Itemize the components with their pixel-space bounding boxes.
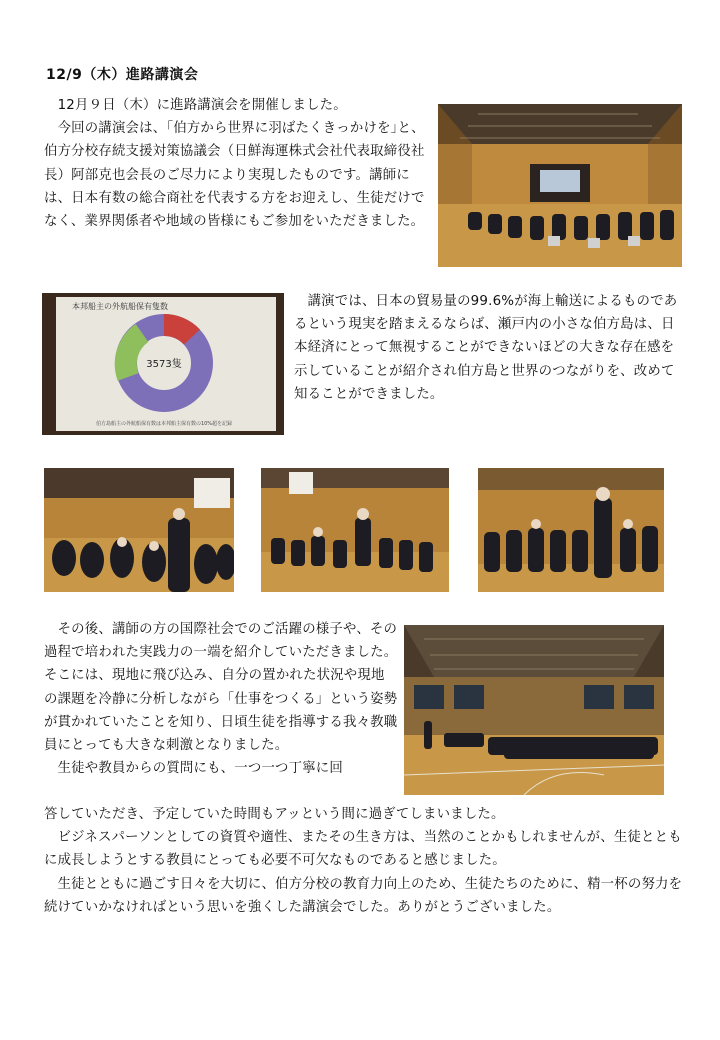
photo-student-question: [44, 468, 234, 592]
photo-students-seated: [261, 468, 449, 592]
intro-paragraph: [44, 94, 430, 233]
question-line-2: 答していただき、予定していた時間もアッという間に過ぎてしまいました。: [44, 807, 505, 822]
slide-caption: 伯方島船主の外航船保有数は本邦船主保有数の10%超を記録: [95, 421, 233, 427]
page-title: 12/9（木）進路講演会: [46, 67, 199, 83]
career-body: その後、講師の方の国際社会でのご活躍の様子や、その過程で培われた実践力の一端を紹介していただきました。そこには、現地に飛び込み、自分の置かれた状況や現地の課題を冷静に分析しながら「仕事をつくる」という姿勢が貫かれていたことを知り、日頃生徒を指導する我々教職員にとっても大きな刺激となりました。: [44, 622, 398, 754]
photo-gym-stage: [438, 104, 682, 267]
donut-center-value: 3573隻: [146, 359, 182, 370]
question-line-1: 生徒や教員からの質問にも、一つ一つ丁寧に回: [44, 761, 343, 777]
intro-body: 今回の講演会は、｢伯方から世界に羽ばたくきっかけを｣と、伯方分校存続支援対策協議会（日鮮海運株式会社代表取締役社長）阿部克也会長のご尽力により実現したものです。講師には、日本有数の総合商社を代表する方をお迎えし、生徒だけでなく、業界関係者や地域の皆様にもご参加をいただきました。: [44, 121, 425, 230]
trade-body: 講演では、日本の貿易量の99.6%が海上輸送によるものであるという現実を踏まえるならば、瀬戸内の小さな伯方島は、日本経済にとって無視することができないほどの大きな存在感を示していることが紹介され伯方島と世界のつながりを、改めて知ることができました。: [294, 294, 678, 402]
photo-gym-wide: [404, 625, 664, 795]
closing-body: 生徒とともに過ごす日々を大切に、伯方分校の教育力向上のため、生徒たちのために、精一杯の努力を続けていかなければという思いを強くした講演会でした。ありがとうございました。: [44, 876, 683, 915]
photo-slide-donut: [42, 293, 284, 435]
photo-student-standing: [478, 468, 664, 592]
trade-paragraph: [294, 290, 682, 406]
career-paragraph: [44, 618, 398, 780]
qualities-body: ビジネスパーソンとしての資質や適性、またその生き方は、当然のことかもしれませんが、生徒とともに成長しようとする教員にとっても必要不可欠なものであると感じました。: [44, 830, 682, 869]
closing-paragraphs: [44, 803, 684, 919]
slide-title: 本邦船主の外航船保有隻数: [72, 302, 168, 311]
intro-line: 12月９日（木）に進路講演会を開催しました。: [44, 98, 347, 113]
